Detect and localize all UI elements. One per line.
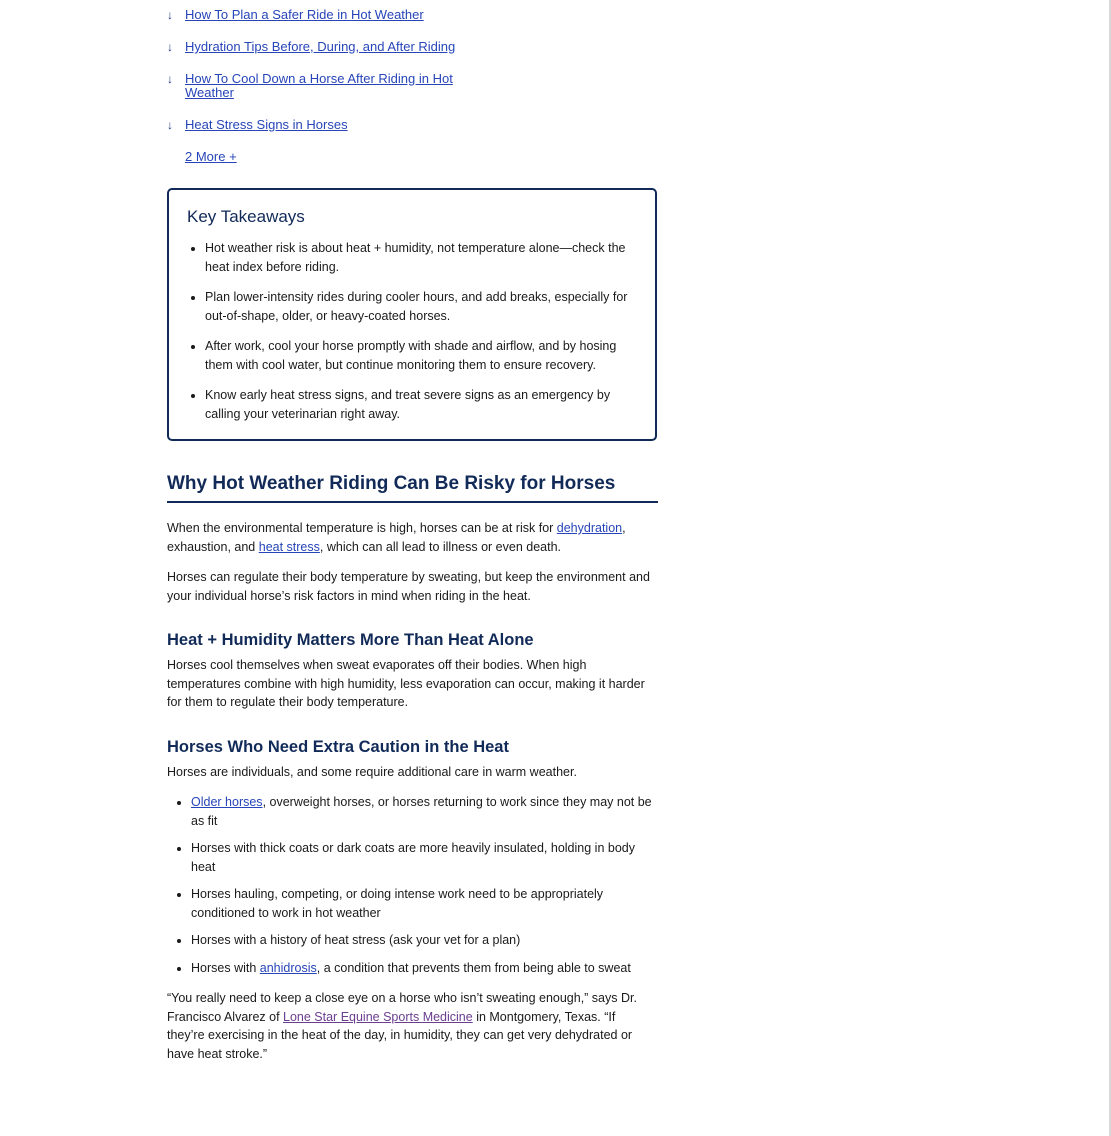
paragraph: Horses cool themselves when sweat evaporates off their bodies. When high temperatures combine with high humidity, less evaporation can occur, making it harder for them to regulate their body temperature. xyxy=(167,658,645,709)
paragraph xyxy=(167,519,653,556)
list-item: • Horses with a history of heat stress (ask your vet for a plan) xyxy=(191,931,653,950)
list-item-text: Horses with xyxy=(191,960,260,975)
toc-item xyxy=(167,118,659,132)
toc-item xyxy=(167,72,659,100)
paragraph-text: When the environmental temperature is high, horses can be at risk for xyxy=(167,521,557,535)
toc-link-cool-down[interactable]: How To Cool Down a Horse After Riding in Hot Weather xyxy=(185,71,453,100)
list-item-text: , overweight horses, or horses returning to work since they may not be as fit xyxy=(191,795,652,828)
subheading-heat-humidity: Heat + Humidity Matters More Than Heat Alone xyxy=(167,631,534,649)
anhidrosis-link[interactable]: anhidrosis xyxy=(259,960,317,975)
caution-list xyxy=(167,793,653,977)
arrow-down-icon: ↓ xyxy=(167,40,173,54)
heat-stress-link[interactable]: heat stress xyxy=(258,539,320,554)
arrow-down-icon: ↓ xyxy=(167,72,173,86)
takeaway-item: • Plan lower-intensity rides during cooler hours, and add breaks, especially for out-of-shape, older, or heavy-coated horses. xyxy=(205,288,635,325)
list-item-text: , a condition that prevents them from being able to sweat xyxy=(316,960,631,975)
subheading-extra-caution: Horses Who Need Extra Caution in the Heat xyxy=(167,737,509,756)
toc-link-heat-stress-signs[interactable]: Heat Stress Signs in Horses xyxy=(185,117,348,132)
list-item: • Horses with thick coats or dark coats are more heavily insulated, holding in body heat xyxy=(191,839,653,876)
list-item xyxy=(191,959,653,978)
article-content xyxy=(167,8,659,1063)
paragraph-text: in Montgomery, Texas. “If they’re exercising in the heat of the day, in humidity, they can get very dehydrated or have heat stroke.” xyxy=(167,1009,633,1061)
arrow-down-icon: ↓ xyxy=(167,8,173,22)
list-item xyxy=(191,793,653,830)
key-takeaways-box xyxy=(167,188,657,441)
paragraph-text: , which can all lead to illness or even death. xyxy=(319,539,562,554)
older-horses-link[interactable]: Older horses xyxy=(191,795,263,809)
paragraph: Horses are individuals, and some require additional care in warm weather. xyxy=(167,764,577,779)
table-of-contents xyxy=(167,8,659,132)
key-takeaways-title: Key Takeaways xyxy=(187,207,305,226)
lone-star-equine-link[interactable]: Lone Star Equine Sports Medicine xyxy=(283,1009,473,1024)
paragraph-text: , exhaustion, and xyxy=(167,521,626,554)
paragraph: Horses can regulate their body temperature by sweating, but keep the environment and your individual horse’s risk factors in mind when riding in the heat. xyxy=(167,570,650,603)
toc-more-button[interactable]: 2 More + xyxy=(185,149,237,164)
toc-link-hydration-tips[interactable]: Hydration Tips Before, During, and After Riding xyxy=(185,39,456,54)
takeaway-item: • Hot weather risk is about heat + humidity, not temperature alone—check the heat index before riding. xyxy=(205,239,635,276)
dehydration-link[interactable]: dehydration xyxy=(556,521,623,535)
paragraph-text: “You really need to keep a close eye on a horse who isn’t sweating enough,” says Dr. Francisco Alvarez of xyxy=(167,991,637,1024)
toc-item xyxy=(167,40,659,54)
arrow-down-icon: ↓ xyxy=(167,118,173,132)
toc-item xyxy=(167,8,659,22)
key-takeaways-list xyxy=(187,239,635,423)
list-item: • Horses hauling, competing, or doing intense work need to be appropriately conditioned to work in hot weather xyxy=(191,885,653,922)
toc-more xyxy=(185,150,659,164)
quote-paragraph xyxy=(167,989,653,1063)
takeaway-item: • Know early heat stress signs, and treat severe signs as an emergency by calling your veterinarian right away. xyxy=(205,386,635,423)
section-title-why-risky: Why Hot Weather Riding Can Be Risky for Horses xyxy=(167,473,658,503)
takeaway-item: • After work, cool your horse promptly with shade and airflow, and by hosing them with cool water, but continue monitoring them to ensure recovery. xyxy=(205,337,635,374)
toc-link-plan-safer-ride[interactable]: How To Plan a Safer Ride in Hot Weather xyxy=(185,7,424,22)
